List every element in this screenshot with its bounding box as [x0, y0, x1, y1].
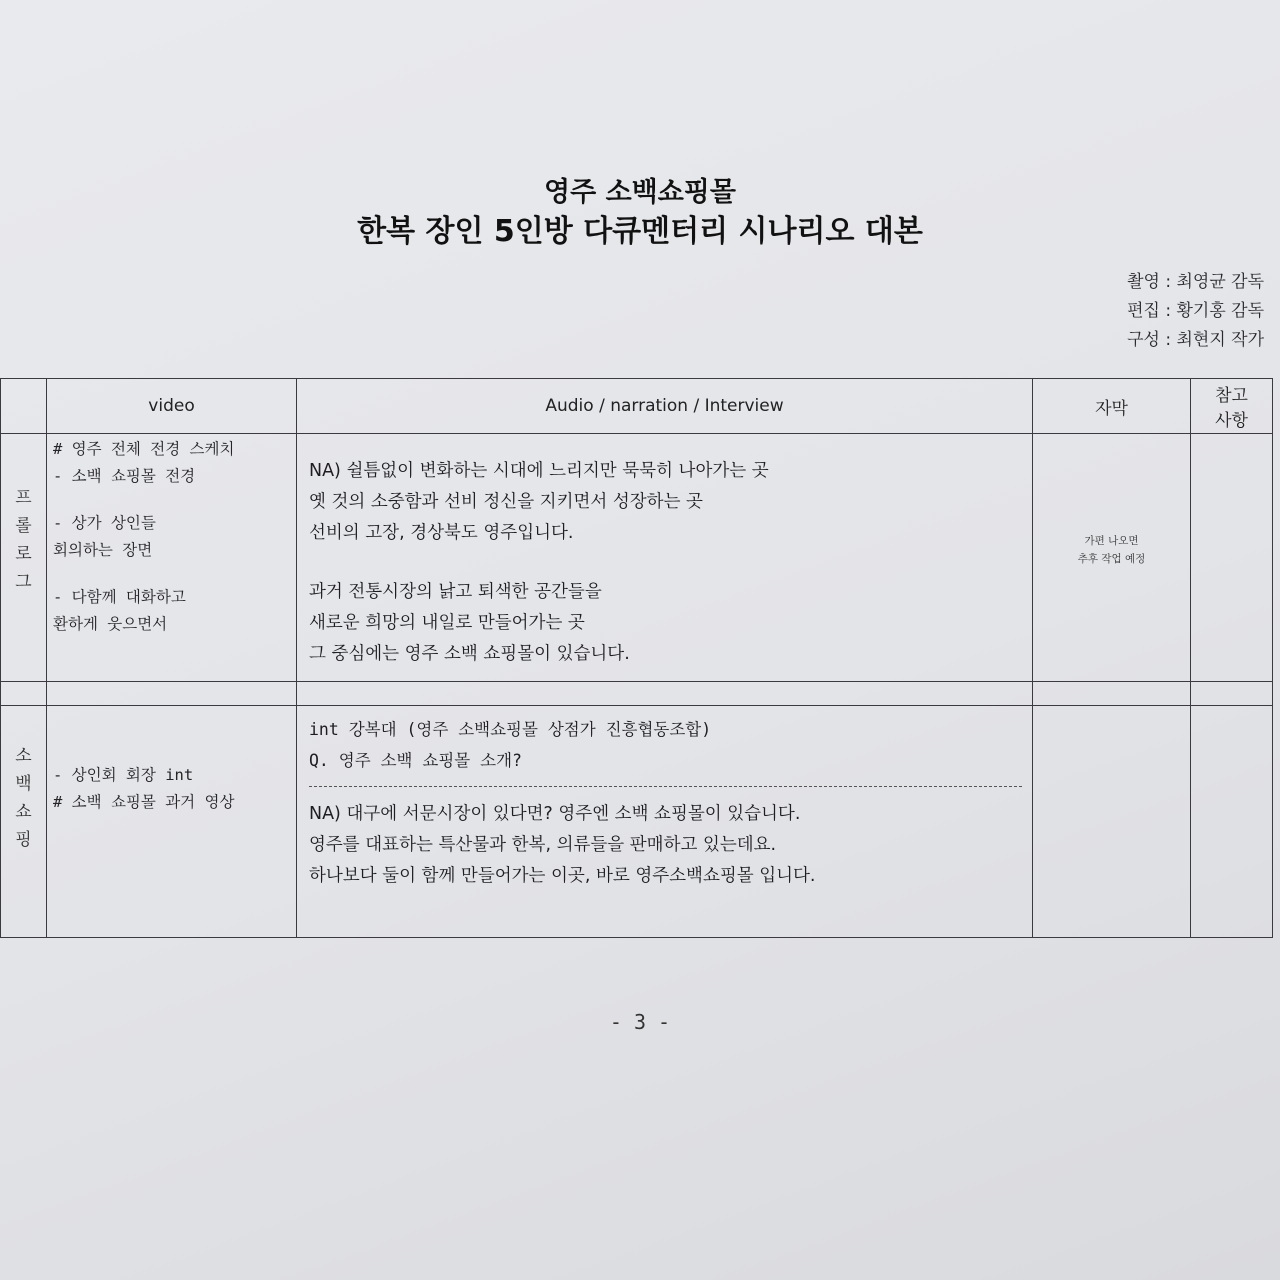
spacer [53, 490, 290, 510]
audio-cell [297, 434, 1033, 682]
video-line: - 상가 상인들 [53, 514, 156, 532]
narration-line: 하나보다 둘이 함께 만들어가는 이곳, 바로 영주소백쇼핑몰 입니다. [309, 866, 816, 886]
section-char: 쇼 [15, 802, 32, 822]
section-char: 소 [15, 746, 32, 766]
script-table [0, 378, 1273, 938]
narration-line: 과거 전통시장의 낡고 퇴색한 공간들을 [309, 582, 602, 602]
video-line: - 다함께 대화하고 [53, 588, 186, 606]
document-title: 영주 소백쇼핑몰 [544, 177, 736, 208]
section-char: 핑 [15, 830, 32, 850]
narration-line: 그 중심에는 영주 소백 쇼핑몰이 있습니다. [309, 644, 630, 664]
table-header-row [1, 379, 1273, 434]
narration-line: NA) 쉴틈없이 변화하는 시대에 느리지만 묵묵히 나아가는 곳 [309, 461, 769, 481]
table-row [1, 434, 1273, 682]
table-row-spacer [1, 682, 1273, 706]
header-section [1, 379, 47, 434]
video-line: - 상인회 회장 int [53, 766, 194, 784]
interview-line: int 강복대 (영주 소백쇼핑몰 상점가 진흥협동조합) [309, 720, 712, 739]
narration-line: 선비의 고장, 경상북도 영주입니다. [309, 523, 574, 543]
header-notes-line1: 참고 [1215, 386, 1248, 406]
subtitle-cell [1033, 706, 1191, 938]
credit-composition: 구성 : 최현지 작가 [1127, 330, 1264, 350]
spacer [309, 549, 1022, 577]
narration-line: NA) 대구에 서문시장이 있다면? 영주엔 소백 쇼핑몰이 있습니다. [309, 804, 801, 824]
empty-cell [47, 682, 297, 706]
video-line: # 소백 쇼핑몰 과거 영상 [53, 793, 235, 811]
document-subtitle: 한복 장인 5인방 다큐멘터리 시나리오 대본 [357, 214, 923, 249]
table-row [1, 706, 1273, 938]
section-char: 롤 [15, 516, 32, 536]
video-line: # 영주 전체 전경 스케치 [53, 440, 235, 458]
empty-cell [1191, 682, 1273, 706]
header-notes [1191, 379, 1273, 434]
notes-cell [1191, 706, 1273, 938]
section-label-sobaek [1, 706, 47, 938]
dashed-divider [309, 786, 1022, 787]
empty-cell [297, 682, 1033, 706]
section-char: 로 [15, 544, 32, 564]
header-subtitle: 자막 [1033, 379, 1191, 434]
notes-cell [1191, 434, 1273, 682]
empty-cell [1033, 682, 1191, 706]
audio-cell [297, 706, 1033, 938]
spacer [53, 564, 290, 584]
video-line: 환하게 웃으면서 [53, 615, 168, 633]
header-video: video [47, 379, 297, 434]
narration-line: 옛 것의 소중함과 선비 정신을 지키면서 성장하는 곳 [309, 492, 703, 512]
page-number: - 3 - [609, 1010, 671, 1034]
header-notes-line2: 사항 [1215, 411, 1248, 431]
section-char: 프 [15, 488, 32, 508]
interview-line: Q. 영주 소백 쇼핑몰 소개? [309, 751, 522, 770]
section-label-prologue [1, 434, 47, 682]
header-audio: Audio / narration / Interview [297, 379, 1033, 434]
subtitle-note: 추후 작업 예정 [1077, 553, 1146, 565]
section-char: 그 [15, 572, 32, 592]
subtitle-note: 가편 나오면 [1084, 535, 1139, 547]
empty-cell [1, 682, 47, 706]
video-cell [47, 434, 297, 682]
credit-editing: 편집 : 황기홍 감독 [1127, 301, 1264, 321]
video-line: 회의하는 장면 [53, 541, 153, 559]
video-line: - 소백 쇼핑몰 전경 [53, 467, 196, 485]
credits-block [1127, 268, 1264, 355]
credit-filming: 촬영 : 최영균 감독 [1127, 272, 1264, 292]
subtitle-cell [1033, 434, 1191, 682]
video-cell [47, 706, 297, 938]
section-char: 백 [15, 774, 32, 794]
narration-line: 영주를 대표하는 특산물과 한복, 의류들을 판매하고 있는데요. [309, 835, 777, 855]
narration-line: 새로운 희망의 내일로 만들어가는 곳 [309, 613, 585, 633]
